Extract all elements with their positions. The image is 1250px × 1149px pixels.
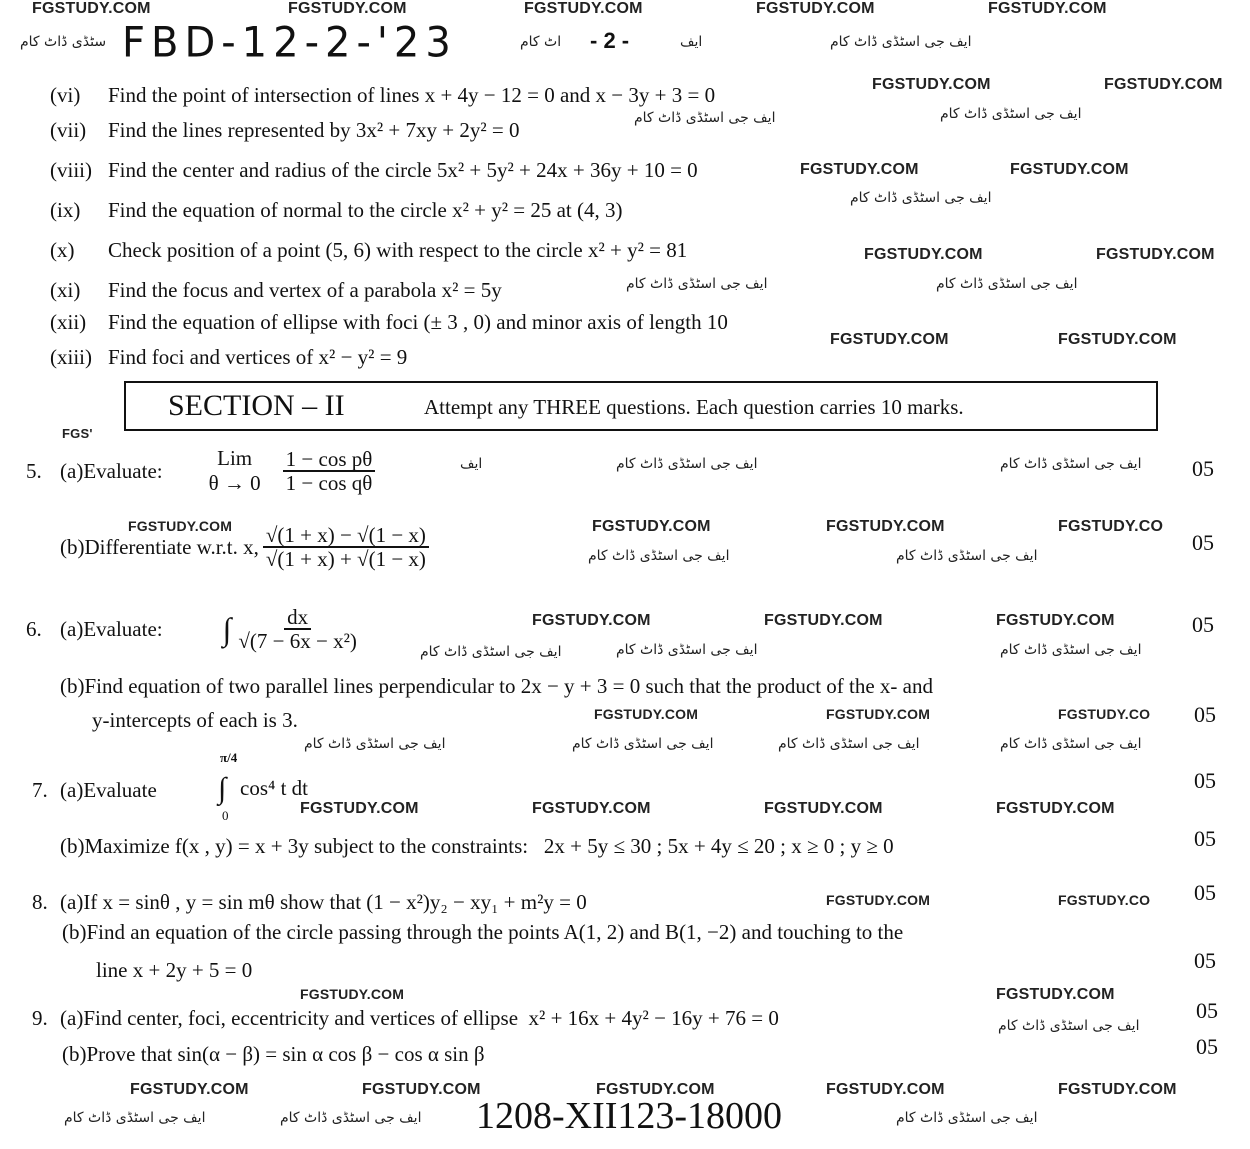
question-text: Find the focus and vertex of a parabola (108, 278, 437, 302)
marks: 05 (1196, 998, 1218, 1023)
watermark: FGSTUDY.COM (592, 518, 711, 535)
integral-upper-limit: π/4 (220, 750, 238, 765)
handwritten-reference: FBD-12-2-'23 (122, 18, 457, 68)
question-number: 7. (32, 778, 48, 802)
watermark: FGSTUDY.COM (594, 706, 699, 722)
urdu-watermark: ایف جی اسٹڈی ڈاٹ کام (940, 106, 1082, 122)
urdu-watermark: ایف جی اسٹڈی ڈاٹ کام (936, 276, 1078, 292)
part-label: (a) (60, 458, 84, 483)
page-number: - 2 - (590, 28, 630, 53)
watermark: FGSTUDY.COM (996, 612, 1115, 629)
watermark: FGSTUDY.COM (1058, 1081, 1177, 1098)
urdu-watermark: ایف (460, 456, 483, 472)
math-expression: 3x² + 7xy + 2y² = 0 (355, 118, 520, 142)
math-expression: x² + y² = 25 (452, 198, 552, 222)
watermark: FGSTUDY.COM (596, 1081, 715, 1098)
fraction: $\frac{√(1 + x) - √(1 - x)}{√(1 + x) + √(1 - x)}$ (263, 524, 429, 570)
urdu-watermark: ایف جی اسٹڈی ڈاٹ کام (280, 1110, 422, 1126)
question-5b (60, 524, 433, 570)
question-5a (26, 446, 379, 496)
question-text: Find equation of two parallel lines perpendicular to 2x − y + 3 = 0 such that the product of the x- and (84, 674, 933, 698)
question-8b (62, 920, 903, 945)
marks: 05 (1194, 948, 1216, 973)
watermark: FGSTUDY.CO (1058, 892, 1151, 908)
short-question-vii (50, 118, 519, 143)
part-label: (a) (60, 778, 84, 802)
math-expression: x² − y² = 9 (318, 345, 408, 369)
constraints: 2x + 5y ≤ 30 ; 5x + 4y ≤ 20 ; x ≥ 0 ; y ≥ 0 (543, 834, 894, 858)
watermark: FGSTUDY.COM (130, 1081, 249, 1098)
math-expression: x² = 5y (441, 278, 502, 302)
question-6b-line2: y-intercepts of each is 3. (92, 708, 298, 732)
watermark: FGSTUDY.COM (988, 0, 1107, 17)
question-8a (32, 890, 587, 915)
marks: 05 (1194, 880, 1216, 905)
part-label: (b) (60, 834, 85, 858)
watermark: FGSTUDY.COM (864, 246, 983, 263)
question-number: (xii) (50, 310, 87, 334)
watermark-partial: FGS' (62, 426, 93, 441)
watermark: FGSTUDY.COM (532, 612, 651, 629)
urdu-watermark: اٹ کام (520, 34, 562, 50)
part-label: (b) (62, 920, 87, 944)
question-text: Find the center and radius of the circle (108, 158, 432, 182)
question-number: (xi) (50, 278, 81, 302)
question-text: Maximize f(x , y) = x + 3y subject to the constraints: (84, 834, 529, 858)
fraction: $\frac{\text{1 − cos pθ}}{\text{1 − cos qθ}}$ (283, 448, 376, 494)
question-number: (ix) (50, 198, 81, 222)
question-text: Prove that sin(α − β) = sin α cos β − cos α sin β (86, 1042, 485, 1066)
watermark: FGSTUDY.CO (1058, 518, 1164, 535)
watermark: FGSTUDY.COM (764, 800, 883, 817)
urdu-watermark: سٹڈی ڈاٹ کام (20, 34, 107, 50)
section-header-box (124, 381, 1158, 431)
section-title: SECTION – II (168, 389, 345, 422)
question-text: Find the equation of normal to the circle (108, 198, 447, 222)
short-question-vi (50, 83, 715, 108)
urdu-watermark: ایف جی اسٹڈی ڈاٹ کام (616, 642, 758, 658)
urdu-watermark: ایف جی اسٹڈی ڈاٹ کام (778, 736, 920, 752)
urdu-watermark: ایف جی اسٹڈی ڈاٹ کام (626, 276, 768, 292)
watermark: FGSTUDY.COM (830, 331, 949, 348)
short-question-xi (50, 278, 502, 303)
question-8b-line2: line x + 2y + 5 = 0 (96, 958, 253, 982)
urdu-watermark: ایف جی اسٹڈی ڈاٹ کام (850, 190, 992, 206)
math-expression: x² + y² = 81 (587, 238, 688, 262)
watermark: FGSTUDY.COM (826, 1081, 945, 1098)
watermark: FGSTUDY.COM (826, 892, 931, 908)
integral-sign: ∫ (222, 610, 232, 647)
short-question-ix (50, 198, 623, 223)
watermark: FGSTUDY.COM (756, 0, 875, 17)
question-6a (26, 606, 364, 652)
watermark: FGSTUDY.COM (872, 76, 991, 93)
question-text: Find the point of intersection of lines x + 4y − 12 = 0 and x − 3y + 3 = 0 (108, 83, 716, 107)
urdu-watermark: ایف (680, 34, 703, 50)
question-number: (x) (50, 238, 75, 262)
question-text: If x = sinθ , y = sin mθ show that (1 − x²)y₂ − xy₁ + m²y = 0 (83, 890, 587, 914)
marks: 05 (1192, 456, 1214, 481)
urdu-watermark: ایف جی اسٹڈی ڈاٹ کام (998, 1018, 1140, 1034)
watermark: FGSTUDY.COM (1058, 331, 1177, 348)
watermark: FGSTUDY.COM (1104, 76, 1223, 93)
watermark: FGSTUDY.COM (288, 0, 407, 17)
part-label: (a) (60, 616, 84, 641)
question-9a (32, 1006, 779, 1031)
integrand: cos⁴ t dt (240, 776, 308, 800)
watermark: FGSTUDY.COM (800, 161, 919, 178)
watermark: FGSTUDY.COM (300, 800, 419, 817)
watermark: FGSTUDY.COM (532, 800, 651, 817)
section-instruction: Attempt any THREE questions. Each question carries 10 marks. (424, 395, 964, 419)
urdu-watermark: ایف جی اسٹڈی ڈاٹ کام (1000, 642, 1142, 658)
question-text: Evaluate: (83, 458, 163, 483)
question-text: Check position of a point (5, 6) with respect to the circle (108, 238, 583, 262)
urdu-watermark: ایف جی اسٹڈی ڈاٹ کام (64, 1110, 206, 1126)
short-question-viii (50, 158, 698, 183)
integral-sign: ∫ (218, 772, 227, 805)
question-number: 6. (26, 616, 42, 641)
urdu-watermark: ایف جی اسٹڈی ڈاٹ کام (304, 736, 446, 752)
watermark: FGSTUDY.COM (996, 800, 1115, 817)
part-label: (a) (60, 1006, 84, 1030)
marks: 05 (1196, 1034, 1218, 1059)
marks: 05 (1192, 612, 1214, 637)
watermark: FGSTUDY.COM (826, 518, 945, 535)
urdu-watermark: ایف جی اسٹڈی ڈاٹ کام (1000, 456, 1142, 472)
marks: 05 (1194, 826, 1216, 851)
part-label: (b) (60, 534, 85, 559)
question-number: (viii) (50, 158, 92, 182)
question-9b (62, 1042, 485, 1067)
watermark: FGSTUDY.COM (524, 0, 643, 17)
watermark: FGSTUDY.COM (128, 518, 233, 534)
math-expression: 5x² + 5y² + 24x + 36y + 10 = 0 (436, 158, 698, 182)
question-text: Find an equation of the circle passing through the points A(1, 2) and B(1, −2) and touching to the (86, 920, 904, 944)
math-expression: x² + 16x + 4y² − 16y + 76 = 0 (528, 1006, 779, 1030)
question-text: Differentiate w.r.t. x, (84, 534, 259, 559)
paper-code: 1208-XII123-18000 (476, 1095, 783, 1137)
watermark: FGSTUDY.CO (1058, 706, 1151, 722)
urdu-watermark: ایف جی اسٹڈی ڈاٹ کام (830, 34, 972, 50)
limit-expression: Lim θ → 0 (208, 446, 261, 496)
short-question-xii (50, 310, 728, 335)
question-7a (32, 778, 157, 803)
question-7b (60, 834, 894, 859)
question-text: Find the equation of ellipse with foci (± 3 , 0) and minor axis of length 10 (108, 310, 728, 334)
question-number: 8. (32, 890, 48, 914)
watermark: FGSTUDY.COM (1010, 161, 1129, 178)
urdu-watermark: ایف جی اسٹڈی ڈاٹ کام (896, 548, 1038, 564)
urdu-watermark: ایف جی اسٹڈی ڈاٹ کام (616, 456, 758, 472)
watermark: FGSTUDY.COM (1096, 246, 1215, 263)
question-text: Evaluate (83, 778, 157, 802)
watermark: FGSTUDY.COM (764, 612, 883, 629)
question-text: at (4, 3) (556, 198, 623, 222)
question-number: (xiii) (50, 345, 92, 369)
marks: 05 (1194, 768, 1216, 793)
urdu-watermark: ایف جی اسٹڈی ڈاٹ کام (896, 1110, 1038, 1126)
question-number: (vi) (50, 83, 81, 107)
fraction: $\frac{dx}{\text{√(7 − 6x − x²)}}$ (238, 605, 357, 654)
watermark: FGSTUDY.COM (996, 986, 1115, 1003)
question-text: Find foci and vertices of (108, 345, 314, 369)
part-label: (a) (60, 890, 84, 914)
part-label: (b) (62, 1042, 87, 1066)
question-text: Evaluate: (83, 616, 163, 641)
short-question-xiii (50, 345, 407, 370)
urdu-watermark: ایف جی اسٹڈی ڈاٹ کام (420, 644, 562, 660)
watermark: FGSTUDY.COM (362, 1081, 481, 1098)
watermark: FGSTUDY.COM (826, 706, 931, 722)
marks: 05 (1194, 702, 1216, 727)
short-question-x (50, 238, 687, 263)
part-label: (b) (60, 674, 85, 698)
urdu-watermark: ایف جی اسٹڈی ڈاٹ کام (634, 110, 776, 126)
watermark: FGSTUDY.COM (300, 986, 405, 1002)
urdu-watermark: ایف جی اسٹڈی ڈاٹ کام (588, 548, 730, 564)
urdu-watermark: ایف جی اسٹڈی ڈاٹ کام (1000, 736, 1142, 752)
urdu-watermark: ایف جی اسٹڈی ڈاٹ کام (572, 736, 714, 752)
question-6b (60, 674, 933, 699)
question-number: 9. (32, 1006, 48, 1030)
question-number: 5. (26, 458, 42, 483)
marks: 05 (1192, 530, 1214, 555)
question-number: (vii) (50, 118, 87, 142)
question-text: Find center, foci, eccentricity and vertices of ellipse (83, 1006, 519, 1030)
watermark: FGSTUDY.COM (32, 0, 151, 17)
question-text: Find the lines represented by (108, 118, 351, 142)
integral-lower-limit: 0 (222, 808, 229, 823)
